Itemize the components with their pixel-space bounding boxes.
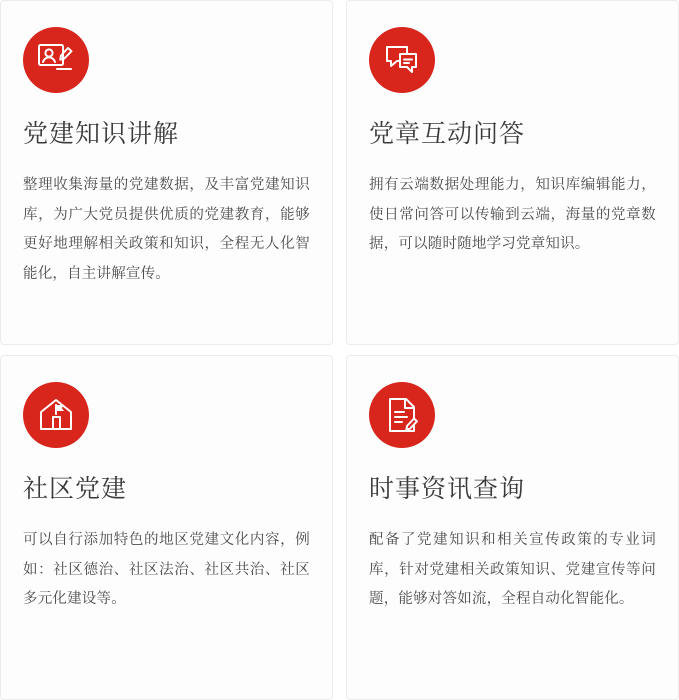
card-description: 可以自行添加特色的地区党建文化内容，例如：社区德治、社区法治、社区共治、社区多元化建设等。 [23,532,310,608]
card-title: 社区党建 [23,475,128,503]
card-title: 党章互动问答 [369,120,526,148]
feature-card-charter-qa [346,0,679,345]
feature-card-news-query [346,355,679,700]
chat-bubbles-icon [369,27,435,93]
document-pen-icon [369,382,435,448]
feature-card-party-knowledge [0,0,333,345]
house-flag-icon [23,382,89,448]
card-description: 拥有云端数据处理能力，知识库编辑能力，使日常问答可以传输到云端，海量的党章数据，可以随时随地学习党章知识。 [369,177,656,253]
person-presentation-icon [23,27,89,93]
card-description: 配备了党建知识和相关宣传政策的专业词库，针对党建相关政策知识、党建宣传等问题，能够对答如流，全程自动化智能化。 [369,532,656,608]
card-title: 时事资讯查询 [369,475,526,503]
card-description: 整理收集海量的党建数据，及丰富党建知识库，为广大党员提供优质的党建教育，能够更好地理解相关政策和知识，全程无人化智能化，自主讲解宣传。 [23,177,310,283]
feature-card-community [0,355,333,700]
card-title: 党建知识讲解 [23,120,180,148]
